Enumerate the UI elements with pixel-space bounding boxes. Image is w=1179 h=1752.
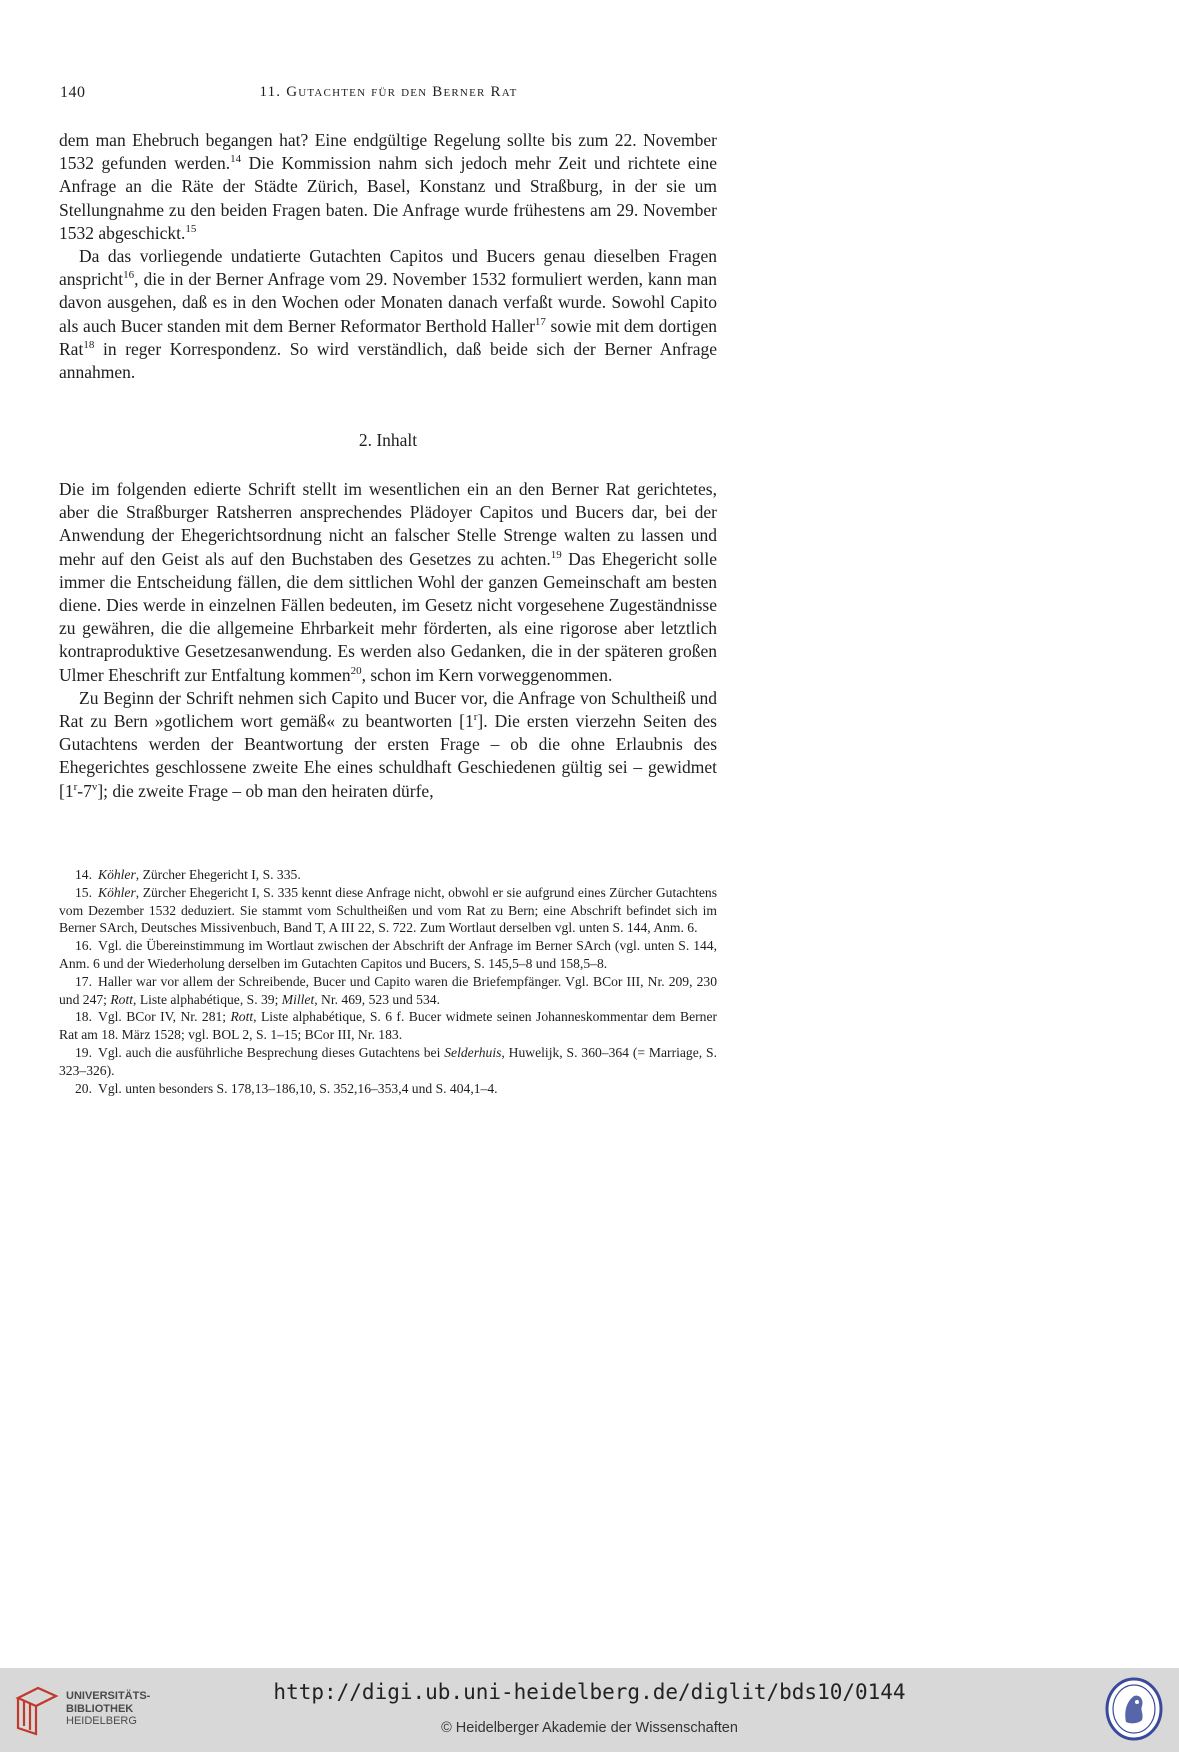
- footnote-number: 15.: [75, 884, 92, 900]
- footnote-ref: v: [91, 780, 98, 793]
- footnote-ref: 17: [534, 315, 546, 328]
- text-run: in reger Korrespondenz. So wird verständlich, daß beide sich der Berner Anfrage annahmen.: [59, 338, 717, 383]
- text-run: Da das vorliegende undatierte Gutachten Capitos und Bucers genau dieselben Fragen anspricht: [59, 246, 717, 290]
- footnote: [59, 1008, 717, 1044]
- paragraph: [59, 687, 717, 803]
- section-title: 11. Gutachten für den Berner Rat: [259, 84, 518, 100]
- footnote-number: 18.: [75, 1009, 92, 1025]
- intro-text: [59, 129, 717, 384]
- text-run: ]; die zweite Frage – ob man den heiraten dürfe,: [97, 780, 434, 801]
- text-run: , die in der Berner Anfrage vom 29. November 1532 formuliert werden, kann man davon ausgehen, daß es in den Wochen oder Monaten danach verfaßt wurde. Sowohl Capito als auch Bucer standen mit dem Berner Reformator Berthold Haller: [59, 269, 717, 336]
- running-head: [60, 84, 717, 108]
- footnote-ref: r: [473, 711, 478, 724]
- text-run: Haller war vor allem der Schreibende, Bucer und Capito waren die Briefempfänger. Vgl. BCor III, Nr. 209, 230 und 247;: [59, 973, 717, 1007]
- footer-bar: [0, 1668, 1179, 1752]
- text-run: -7: [77, 780, 92, 801]
- author-name: Köhler: [98, 884, 136, 900]
- footnote: [59, 1044, 717, 1080]
- content-text: [59, 478, 717, 803]
- footnote: [59, 884, 717, 937]
- text-run: dem man Ehebruch begangen hat? Eine endgültige Regelung sollte bis zum 22. November 1532 gefunden werden.: [59, 130, 717, 174]
- paragraph: [59, 129, 717, 245]
- footnote: [59, 973, 717, 1009]
- paragraph: [59, 478, 717, 687]
- footnote-ref: r: [73, 780, 78, 793]
- text-run: Vgl. die Übereinstimmung im Wortlaut zwischen der Abschrift der Anfrage im Berner SArch (vgl. unten S. 144, Anm. 6 und der Wiederholung derselben im Gutachten Capitos und Bucers, S. 145,5–8 und 158,5–8.: [59, 938, 717, 971]
- footnote: [59, 866, 717, 884]
- footnote-ref: 19: [550, 548, 562, 561]
- text-run: , Liste alphabétique, S. 6 f. Bucer widmete seinen Johanneskommentar dem Berner Rat am 18. März 1528; vgl. BOL 2, S. 1–15; BCor III, Nr. 183.: [59, 1009, 717, 1043]
- text-run: Die im folgenden edierte Schrift stellt im wesentlichen ein an den Berner Rat gerichtetes, aber die Straßburger Ratsherren ansprechendes Plädoyer Capitos und Bucers dar, bei der Anwendung der Ehegerichtsordnung nicht an falscher Stelle Strenge walten zu lassen und mehr auf den Geist als auf den Buchstaben des Gesetzes zu achten.: [59, 479, 717, 569]
- footnote-number: 16.: [75, 938, 92, 954]
- text-run: , Nr. 469, 523 und 534.: [314, 991, 440, 1007]
- author-name: Rott: [230, 1009, 254, 1025]
- footnotes: [59, 866, 717, 1097]
- library-name: UNIVERSITÄTS- BIBLIOTHEK HEIDELBERG: [66, 1690, 151, 1727]
- text-run: , Zürcher Ehegericht I, S. 335 kennt diese Anfrage nicht, obwohl er sie aufgrund eines Zürcher Gutachtens vom Dezember 1532 deduziert. Sie stammt vom Schultheißen und vom Rat zu Bern; eine Abschrift befindet sich im Berner SArch, Deutsches Missivenbuch, Band T, A III 22, S. 722. Zum Wortlaut derselben vgl. unten S. 144, Anm. 6.: [59, 884, 717, 936]
- paragraph: [59, 245, 717, 384]
- footnote-ref: 16: [123, 269, 135, 282]
- text-run: , Zürcher Ehegericht I, S. 335.: [135, 867, 301, 882]
- permalink-url[interactable]: http://digi.ub.uni-heidelberg.de/diglit/bds10/0144: [273, 1680, 906, 1704]
- footnote: [59, 937, 717, 973]
- text-run: , Huwelijk, S. 360–364 (= Marriage, S. 323–326).: [59, 1044, 717, 1078]
- text-run: Vgl. BCor IV, Nr. 281;: [98, 1009, 231, 1025]
- footnote-number: 14.: [75, 867, 92, 882]
- academy-seal-icon: [1104, 1676, 1164, 1742]
- text-run: Vgl. unten besonders S. 178,13–186,10, S. 352,16–353,4 und S. 404,1–4.: [98, 1080, 498, 1096]
- author-name: Köhler: [98, 867, 136, 882]
- text-run: , schon im Kern vorweggenommen.: [361, 664, 613, 685]
- copyright-notice: © Heidelberger Akademie der Wissenschaften: [441, 1720, 738, 1736]
- text-run: Das Ehegericht solle immer die Entscheidung fällen, die dem sittlichen Wohl der ganzen Gemeinschaft am besten diene. Dies werde in einzelnen Fällen bedeuten, im Gesetz nicht vorgesehene Zugeständnisse zu gewähren, die die allgemeine Ehrbarkeit mehr förderten, als eine rigorose aber letztlich kontraproduktive Gesetzesanwendung. Es werden also Gedanken, die in der späteren großen Ulmer Eheschrift zur Entfaltung kommen: [59, 548, 717, 685]
- author-name: Millet: [281, 991, 315, 1007]
- footnote-ref: 15: [185, 222, 197, 235]
- text-run: Vgl. auch die ausführliche Besprechung dieses Gutachtens bei: [98, 1044, 445, 1060]
- footnote: [59, 1080, 717, 1098]
- section-heading: 2. Inhalt: [358, 430, 418, 450]
- footnote-number: 19.: [75, 1044, 92, 1060]
- footnote-ref: 14: [230, 153, 242, 166]
- page-number: 140: [60, 84, 86, 101]
- footnote-number: 17.: [75, 973, 92, 989]
- text-run: ]. Die ersten vierzehn Seiten des Gutachtens werden der Beantwortung der ersten Frage – ob die ohne Erlaubnis des Ehegerichtes geschlossene zweite Ehe eines schuldhaft Geschiedenen gültig sei – gewidmet [1: [59, 711, 717, 801]
- footnote-ref: 18: [83, 338, 95, 351]
- text-run: Zu Beginn der Schrift nehmen sich Capito und Bucer vor, die Anfrage von Schultheiß und Rat zu Bern »gotlichem wort gemäß« zu beantworten [1: [59, 687, 717, 732]
- footnote-ref: 20: [350, 664, 362, 677]
- author-name: Rott: [110, 991, 134, 1007]
- text-run: , Liste alphabétique, S. 39;: [133, 991, 282, 1007]
- author-name: Selderhuis: [444, 1044, 502, 1060]
- text-run: sowie mit dem dortigen Rat: [59, 315, 717, 359]
- text-run: Die Kommission nahm sich jedoch mehr Zeit und richtete eine Anfrage an die Räte der Städte Zürich, Basel, Konstanz und Straßburg, in der sie um Stellungnahme zu den beiden Fragen baten. Die Anfrage wurde frühestens am 29. November 1532 abgeschickt.: [59, 153, 717, 243]
- footnote-number: 20.: [75, 1080, 92, 1096]
